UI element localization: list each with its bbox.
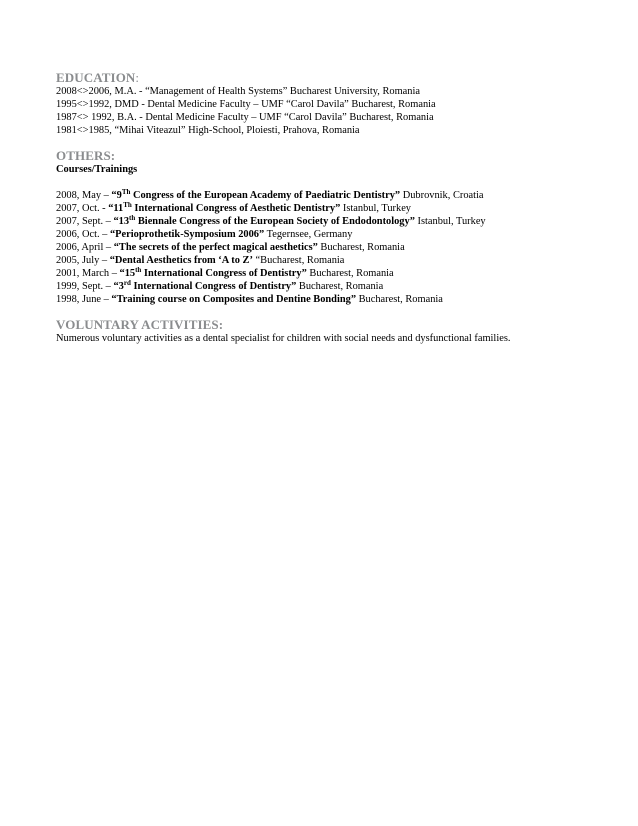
- voluntary-heading: VOLUNTARY ACTIVITIES:: [56, 317, 224, 332]
- course-item: 1999, Sept. – “3rd International Congress of Dentistry” Bucharest, Romania: [56, 279, 384, 292]
- education-item: 1981<>1985, “Mihai Viteazul” High-School, Ploiesti, Prahova, Romania: [56, 125, 360, 136]
- course-item: 1998, June – “Training course on Composites and Dentine Bonding” Bucharest, Romania: [56, 294, 443, 305]
- education-item: 1995<>1992, DMD - Dental Medicine Faculty – UMF “Carol Davila” Bucharest, Romania: [56, 99, 436, 110]
- document-page: [56, 70, 616, 345]
- course-item: 2005, July – “Dental Aesthetics from ‘A to Z’ “Bucharest, Romania: [56, 255, 345, 266]
- voluntary-text: Numerous voluntary activities as a dental specialist for children with social needs and dysfunctional families.: [56, 333, 511, 344]
- courses-subheading: Courses/Trainings: [56, 164, 138, 175]
- education-heading: EDUCATION:: [56, 70, 140, 85]
- education-item: 1987<> 1992, B.A. - Dental Medicine Faculty – UMF “Carol Davila” Bucharest, Romania: [56, 112, 434, 123]
- course-item: 2007, Oct. - “11Th International Congress of Aesthetic Dentistry” Istanbul, Turkey: [56, 201, 412, 214]
- course-item: 2007, Sept. – “13th Biennale Congress of the European Society of Endodontology” Istanbul, Turkey: [56, 214, 486, 227]
- course-item: 2006, April – “The secrets of the perfect magical aesthetics” Bucharest, Romania: [56, 242, 405, 253]
- education-item: 2008<>2006, M.A. - “Management of Health Systems” Bucharest University, Romania: [56, 86, 420, 97]
- courses-list: [56, 189, 616, 306]
- others-heading: OTHERS:: [56, 148, 116, 163]
- course-item: 2008, May – “9Th Congress of the European Academy of Paediatric Dentistry” Dubrovnik, Croatia: [56, 188, 484, 201]
- course-item: 2006, Oct. – “Perioprothetik-Symposium 2006” Tegernsee, Germany: [56, 229, 353, 240]
- course-item: 2001, March – “15th International Congress of Dentistry” Bucharest, Romania: [56, 266, 394, 279]
